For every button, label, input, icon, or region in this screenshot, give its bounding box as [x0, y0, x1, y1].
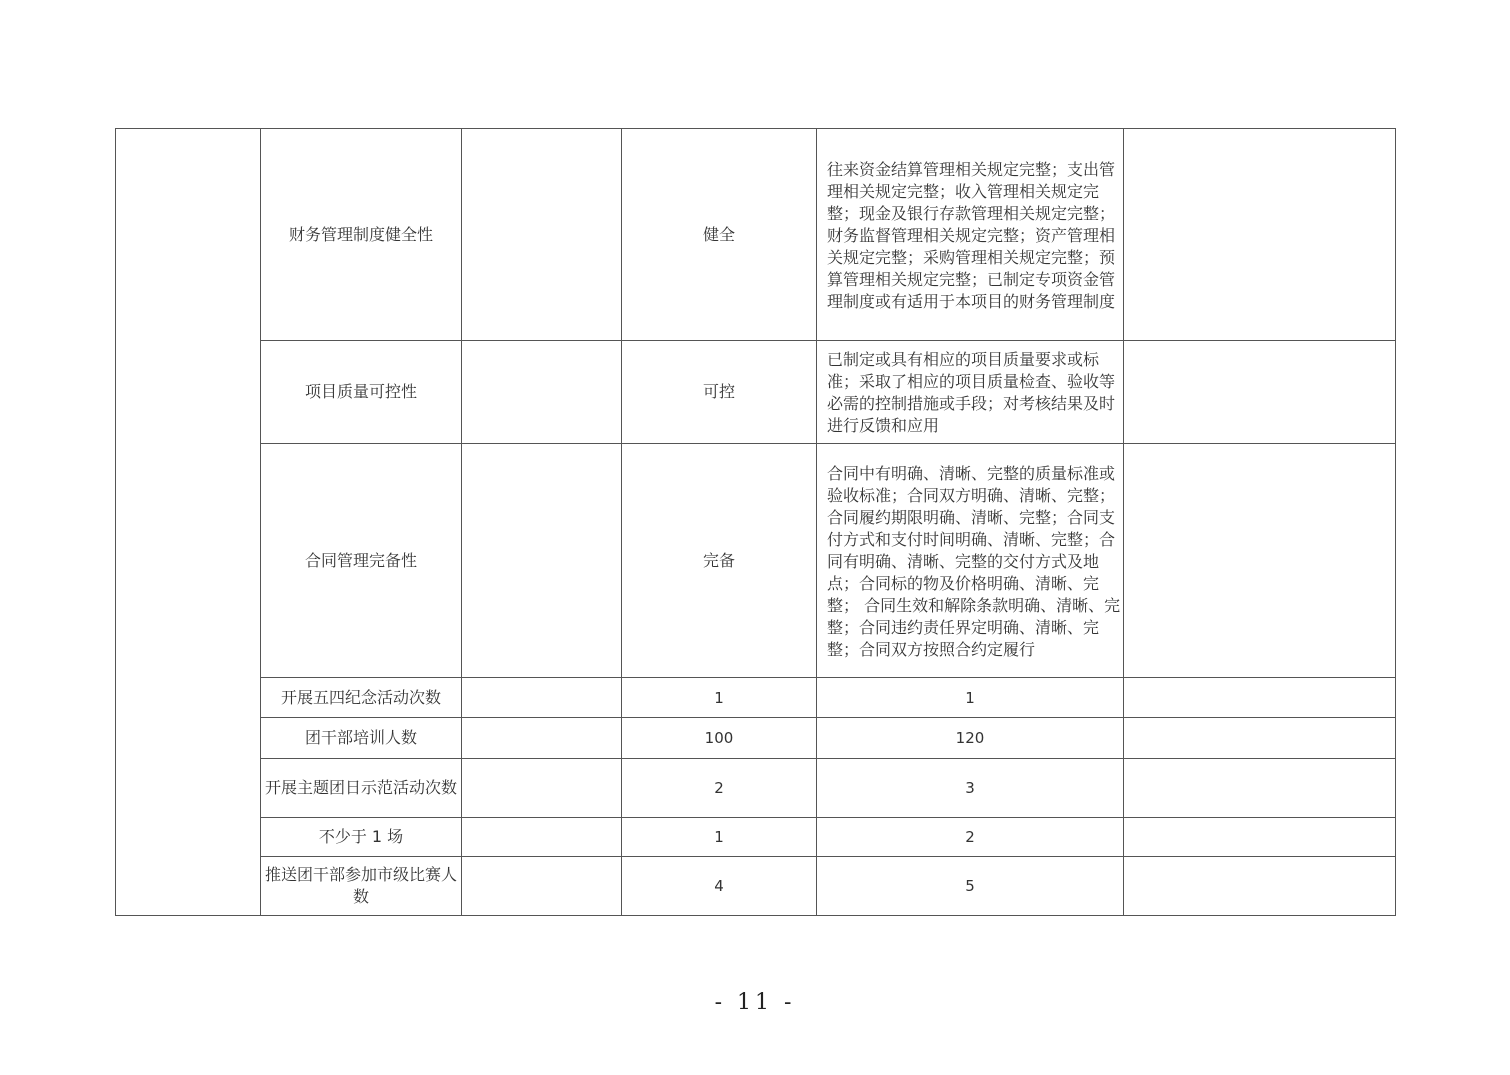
actual-value-cell: 合同中有明确、清晰、完整的质量标准或验收标准；合同双方明确、清晰、完整；合同履约期限明确、清晰、完整；合同支付方式和支付时间明确、清晰、完整；合同有明确、清晰、完整的交付方式及地点；合同标的物及价格明确、清晰、完整； 合同生效和解除条款明确、清晰、完整；合同违约责任界定明确、清晰、完整；合同双方按照合约定履行: [817, 444, 1124, 678]
indicator-detail-cell: [462, 129, 622, 341]
table-row: [116, 818, 1396, 857]
remark-cell: [1124, 129, 1396, 341]
indicator-cell: 项目质量可控性: [261, 341, 462, 444]
actual-value-cell: 已制定或具有相应的项目质量要求或标准；采取了相应的项目质量检查、验收等必需的控制措施或手段；对考核结果及时进行反馈和应用: [817, 341, 1124, 444]
target-value-cell: 完备: [622, 444, 817, 678]
table-row: [116, 678, 1396, 718]
indicator-detail-cell: [462, 857, 622, 916]
remark-cell: [1124, 444, 1396, 678]
category-cell: [116, 129, 261, 916]
remark-cell: [1124, 857, 1396, 916]
remark-cell: [1124, 341, 1396, 444]
target-value-cell: 1: [622, 818, 817, 857]
indicator-detail-cell: [462, 718, 622, 759]
table-row: [116, 129, 1396, 341]
remark-cell: [1124, 718, 1396, 759]
actual-value-cell: 3: [817, 759, 1124, 818]
indicator-detail-cell: [462, 678, 622, 718]
indicator-cell: 合同管理完备性: [261, 444, 462, 678]
actual-value-cell: 往来资金结算管理相关规定完整；支出管理相关规定完整；收入管理相关规定完整；现金及银行存款管理相关规定完整；财务监督管理相关规定完整；资产管理相关规定完整；采购管理相关规定完整；预算管理相关规定完整；已制定专项资金管理制度或有适用于本项目的财务管理制度: [817, 129, 1124, 341]
indicator-detail-cell: [462, 818, 622, 857]
performance-indicator-table: [115, 128, 1396, 916]
target-value-cell: 健全: [622, 129, 817, 341]
indicator-cell: 开展主题团日示范活动次数: [261, 759, 462, 818]
indicator-cell: 推送团干部参加市级比赛人数: [261, 857, 462, 916]
indicator-cell: 财务管理制度健全性: [261, 129, 462, 341]
target-value-cell: 1: [622, 678, 817, 718]
indicator-cell: 不少于 1 场: [261, 818, 462, 857]
target-value-cell: 4: [622, 857, 817, 916]
indicator-detail-cell: [462, 341, 622, 444]
table-row: [116, 759, 1396, 818]
indicator-cell: 开展五四纪念活动次数: [261, 678, 462, 718]
actual-value-cell: 2: [817, 818, 1124, 857]
actual-value-cell: 5: [817, 857, 1124, 916]
indicator-detail-cell: [462, 444, 622, 678]
remark-cell: [1124, 818, 1396, 857]
target-value-cell: 100: [622, 718, 817, 759]
remark-cell: [1124, 678, 1396, 718]
remark-cell: [1124, 759, 1396, 818]
table-row: [116, 857, 1396, 916]
indicator-detail-cell: [462, 759, 622, 818]
indicator-cell: 团干部培训人数: [261, 718, 462, 759]
table-row: [116, 718, 1396, 759]
target-value-cell: 可控: [622, 341, 817, 444]
table-row: [116, 444, 1396, 678]
actual-value-cell: 120: [817, 718, 1124, 759]
page-number: - 11 -: [714, 990, 796, 1015]
target-value-cell: 2: [622, 759, 817, 818]
table-row: [116, 341, 1396, 444]
actual-value-cell: 1: [817, 678, 1124, 718]
